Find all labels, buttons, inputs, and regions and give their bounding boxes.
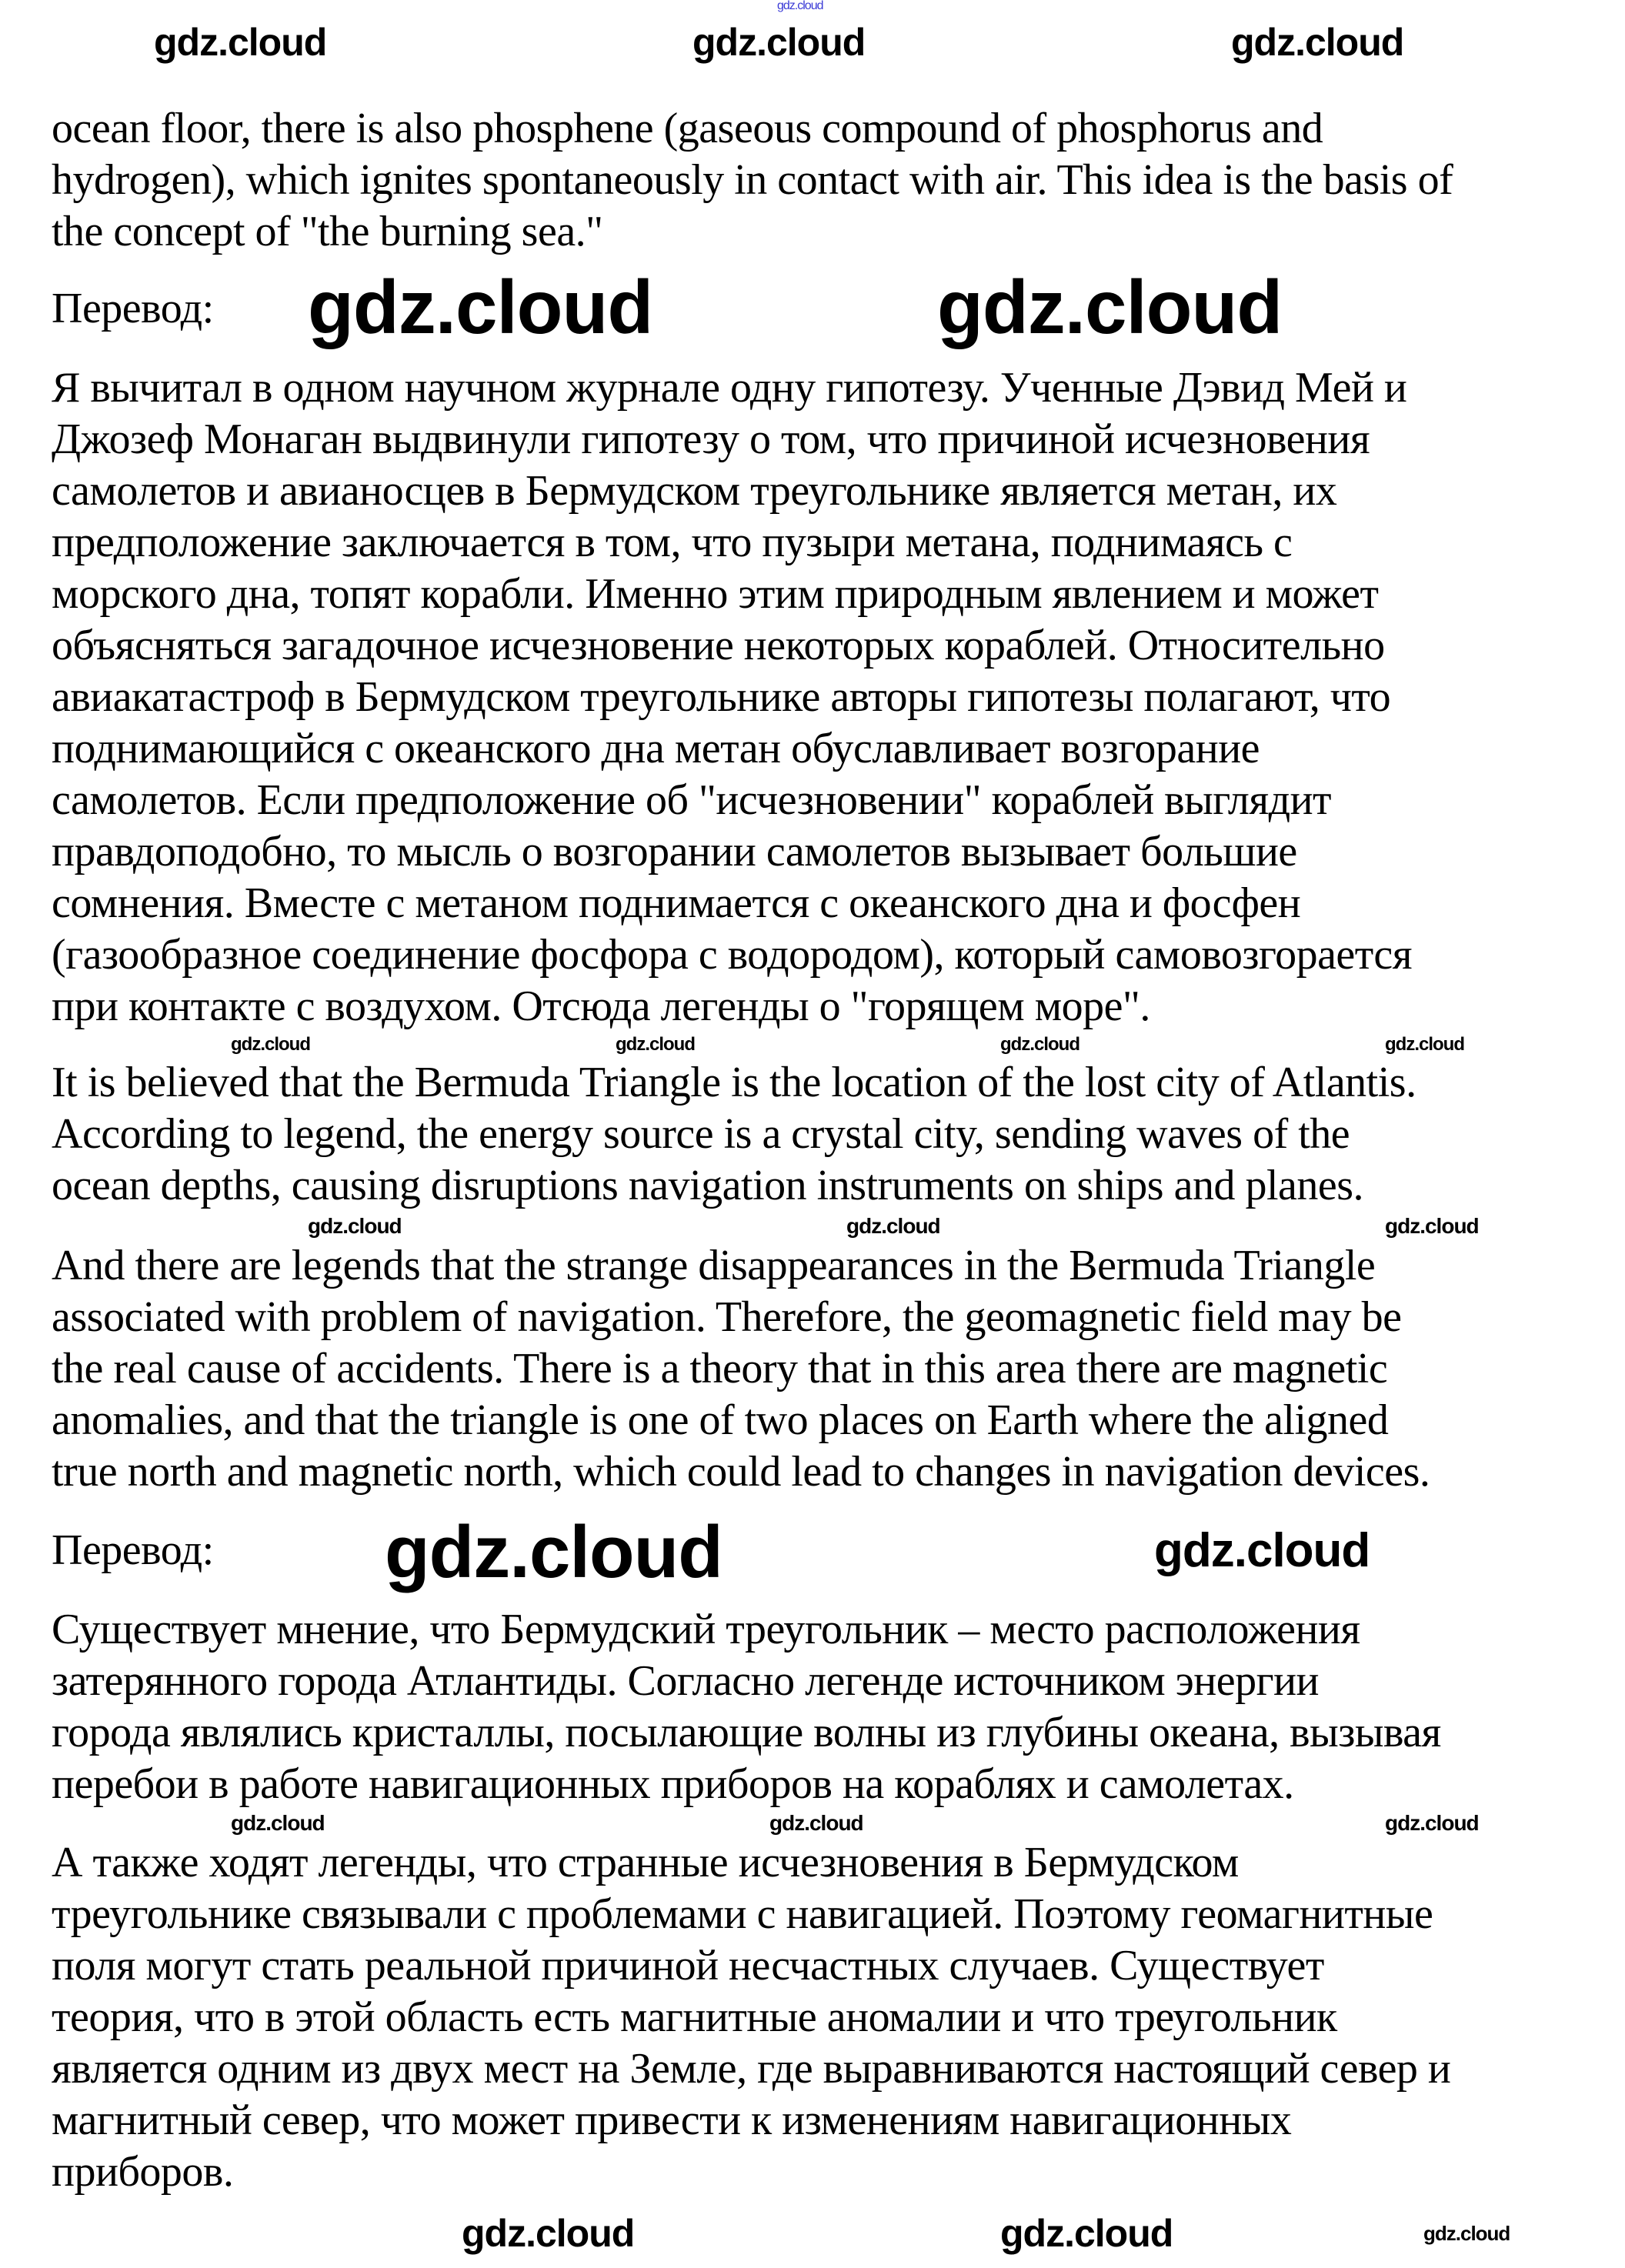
text-line: треугольнике связывали с проблемами с навигацией. Поэтому геомагнитные xyxy=(52,1890,1433,1938)
text-line: города являлись кристаллы, посылающие волны из глубины океана, вызывая xyxy=(52,1709,1441,1756)
paragraph-russian-3 xyxy=(52,1837,1450,2198)
text-line: Перевод: xyxy=(52,1526,214,1574)
text-line: hydrogen), which ignites spontaneously in contact with air. This idea is the basis of xyxy=(52,156,1453,204)
translation-label xyxy=(52,283,214,335)
text-line: According to legend, the energy source is a crystal city, sending waves of the xyxy=(52,1110,1350,1158)
text-line: the concept of "the burning sea." xyxy=(52,208,603,255)
text-line: авиакатастроф в Бермудском треугольнике авторы гипотезы полагают, что xyxy=(52,673,1391,721)
text-line: the real cause of accidents. There is a theory that in this area there are magnetic xyxy=(52,1345,1388,1392)
text-line: сомнения. Вместе с метаном поднимается с океанского дна и фосфен xyxy=(52,879,1301,927)
text-line: самолетов и авианосцев в Бермудском треугольнике является метан, их xyxy=(52,467,1337,515)
watermark: gdz.cloud xyxy=(937,265,1283,349)
text-line: (газообразное соединение фосфора с водородом), который самовозгорается xyxy=(52,931,1413,979)
watermark: gdz.cloud xyxy=(308,265,653,349)
watermark: gdz.cloud xyxy=(1154,1524,1370,1577)
text-line: теория, что в этой область есть магнитные аномалии и что треугольник xyxy=(52,1993,1337,2041)
text-line: And there are legends that the strange disappearances in the Bermuda Triangle xyxy=(52,1242,1376,1289)
watermark: gdz.cloud xyxy=(462,2212,635,2255)
paragraph-english-3 xyxy=(52,1240,1430,1498)
text-line: А также ходят легенды, что странные исчезновения в Бермудском xyxy=(52,1839,1239,1886)
watermark: gdz.cloud xyxy=(308,1214,402,1238)
text-line: Существует мнение, что Бермудский треугольник – место расположения xyxy=(52,1606,1360,1653)
text-line: anomalies, and that the triangle is one of two places on Earth where the aligned xyxy=(52,1396,1389,1444)
paragraph-russian-2 xyxy=(52,1604,1441,1810)
watermark: gdz.cloud xyxy=(769,1811,863,1835)
text-line: associated with problem of navigation. Therefore, the geomagnetic field may be xyxy=(52,1293,1402,1341)
watermark: gdz.cloud xyxy=(231,1811,325,1835)
watermark: gdz.cloud xyxy=(1423,2222,1510,2245)
text-line: Джозеф Монаган выдвинули гипотезу о том, что причиной исчезновения xyxy=(52,415,1370,463)
text-line: ocean depths, causing disruptions navigation instruments on ships and planes. xyxy=(52,1162,1364,1209)
text-line: самолетов. Если предположение об "исчезновении" кораблей выглядит xyxy=(52,776,1332,824)
paragraph-english-1 xyxy=(52,103,1453,258)
text-line: предположение заключается в том, что пузыри метана, поднимаясь с xyxy=(52,519,1293,566)
text-line: при контакте с воздухом. Отсюда легенды о "горящем море". xyxy=(52,982,1150,1030)
watermark: gdz.cloud xyxy=(1385,1811,1479,1835)
text-line: приборов. xyxy=(52,2148,234,2196)
translation-label xyxy=(52,1525,214,1576)
watermark: gdz.cloud xyxy=(1000,2212,1173,2255)
watermark: gdz.cloud xyxy=(1385,1214,1479,1238)
text-line: Перевод: xyxy=(52,285,214,332)
text-line: It is believed that the Bermuda Triangle is the location of the lost city of Atlantis. xyxy=(52,1059,1416,1106)
text-line: правдоподобно, то мысль о возгорании самолетов вызывает большие xyxy=(52,828,1297,876)
text-line: перебои в работе навигационных приборов на кораблях и самолетах. xyxy=(52,1760,1294,1808)
watermark: gdz.cloud xyxy=(616,1034,695,1055)
text-line: объясняться загадочное исчезновение некоторых кораблей. Относительно xyxy=(52,622,1385,669)
watermark: gdz.cloud xyxy=(846,1214,940,1238)
watermark: gdz.cloud xyxy=(231,1034,310,1055)
watermark: gdz.cloud xyxy=(1385,1034,1464,1055)
text-line: true north and magnetic north, which could lead to changes in navigation devices. xyxy=(52,1448,1430,1496)
text-line: поднимающийся с океанского дна метан обуславливает возгорание xyxy=(52,725,1260,772)
text-line: морского дна, топят корабли. Именно этим природным явлением и может xyxy=(52,570,1379,618)
watermark: gdz.cloud xyxy=(154,21,327,64)
watermark: gdz.cloud xyxy=(1000,1034,1079,1055)
text-line: Я вычитал в одном научном журнале одну гипотезу. Ученные Дэвид Мей и xyxy=(52,364,1407,412)
watermark: gdz.cloud xyxy=(777,0,823,12)
text-line: ocean floor, there is also phosphene (gaseous compound of phosphorus and xyxy=(52,105,1323,152)
paragraph-english-2 xyxy=(52,1057,1416,1212)
text-line: является одним из двух мест на Земле, где выравниваются настоящий север и xyxy=(52,2045,1451,2093)
paragraph-russian-1 xyxy=(52,362,1412,1032)
text-line: магнитный север, что может привести к изменениям навигационных xyxy=(52,2096,1292,2144)
text-line: затерянного города Атлантиды. Согласно легенде источником энергии xyxy=(52,1657,1320,1705)
text-line: поля могут стать реальной причиной несчастных случаев. Существует xyxy=(52,1942,1324,1990)
watermark: gdz.cloud xyxy=(692,21,866,64)
watermark: gdz.cloud xyxy=(385,1511,722,1593)
watermark: gdz.cloud xyxy=(1231,21,1404,64)
